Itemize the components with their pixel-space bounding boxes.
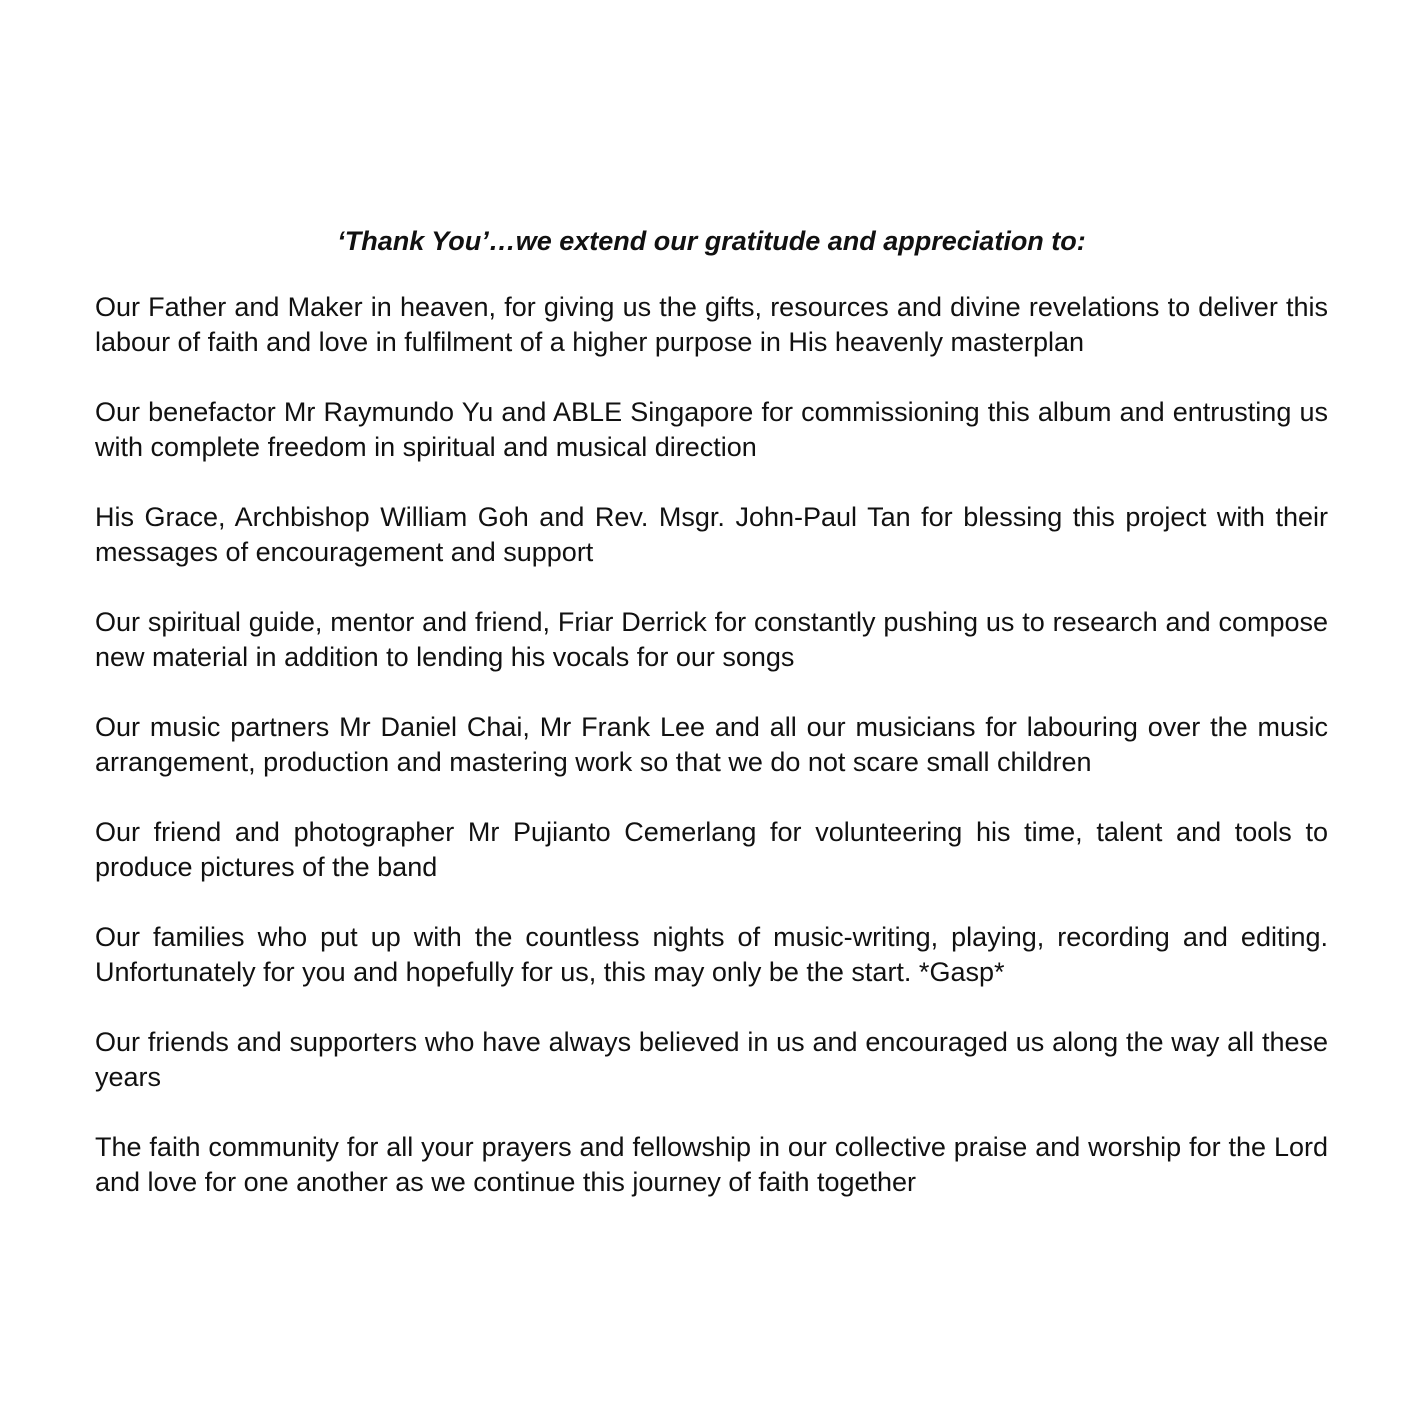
- paragraph-music-partners: Our music partners Mr Daniel Chai, Mr Frank Lee and all our musicians for labouring over the music arrangement, production and mastering work so that we do not scare small children: [95, 712, 1328, 777]
- paragraph-photographer: Our friend and photographer Mr Pujianto Cemerlang for volunteering his time, talent and tools to produce pictures of the band: [95, 817, 1328, 882]
- paragraph-families: Our families who put up with the countless nights of music-writing, playing, recording and editing. Unfortunately for you and hopefully for us, this may only be the start. *Gasp*: [95, 922, 1328, 987]
- page-heading: ‘Thank You’…we extend our gratitude and appreciation to:: [337, 226, 1086, 256]
- paragraph-friends-supporters: Our friends and supporters who have always believed in us and encouraged us along the way all these years: [95, 1027, 1328, 1092]
- paragraph-benefactor: Our benefactor Mr Raymundo Yu and ABLE Singapore for commissioning this album and entrusting us with complete freedom in spiritual and musical direction: [95, 397, 1328, 462]
- paragraph-faith-community: The faith community for all your prayers and fellowship in our collective praise and worship for the Lord and love for one another as we continue this journey of faith together: [95, 1132, 1328, 1197]
- acknowledgements-page: [95, 224, 1328, 1235]
- paragraph-spiritual-guide: Our spiritual guide, mentor and friend, Friar Derrick for constantly pushing us to research and compose new material in addition to lending his vocals for our songs: [95, 607, 1328, 672]
- paragraph-archbishop: His Grace, Archbishop William Goh and Rev. Msgr. John-Paul Tan for blessing this project with their messages of encouragement and support: [95, 502, 1328, 567]
- paragraph-father-maker: Our Father and Maker in heaven, for giving us the gifts, resources and divine revelations to deliver this labour of faith and love in fulfilment of a higher purpose in His heavenly masterplan: [95, 292, 1328, 357]
